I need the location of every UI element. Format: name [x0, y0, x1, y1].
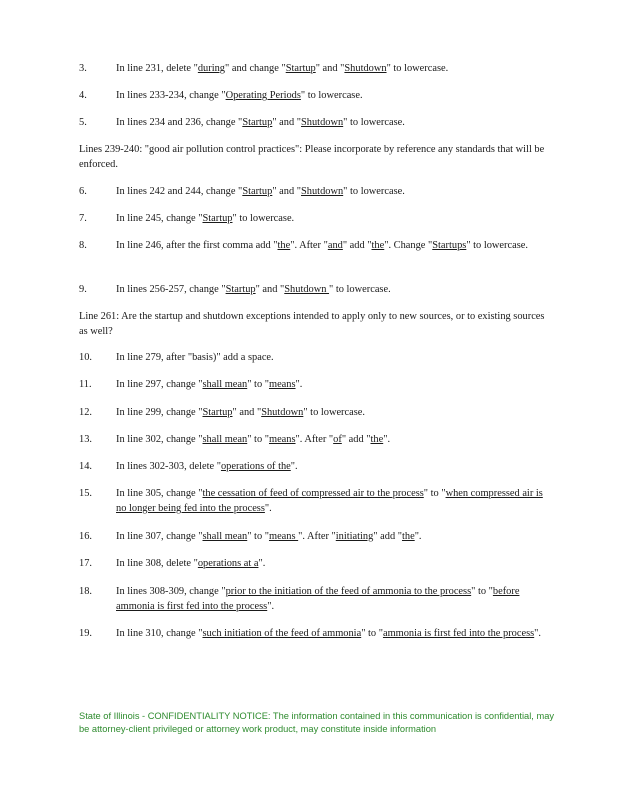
underlined-term: the: [277, 240, 291, 251]
list-item: [79, 88, 549, 103]
list-item: [79, 556, 549, 571]
text-run: " to ": [361, 628, 383, 639]
text-run: In lines 233-234, change ": [116, 90, 226, 101]
list-item: [79, 432, 549, 447]
underlined-term: ammonia is first fed into the process: [382, 628, 535, 639]
text-run: In line 231, delete ": [116, 63, 198, 74]
text-run: ".: [258, 558, 266, 569]
text-run: In line 308, delete ": [116, 558, 198, 569]
item-number: 9.: [79, 284, 87, 295]
underlined-term: before ammonia is first fed into the process: [116, 586, 520, 612]
item-text: [116, 626, 549, 641]
text-run: In line 245, change ": [116, 213, 203, 224]
underlined-term: Operating Periods: [225, 90, 301, 101]
item-number: 17.: [79, 558, 92, 569]
text-run: ".: [534, 628, 542, 639]
item-text: [116, 184, 549, 199]
underlined-term: means: [268, 434, 296, 445]
item-text: [116, 282, 549, 297]
list-item: [79, 211, 549, 226]
item-number: 4.: [79, 90, 87, 101]
list-item: [79, 115, 549, 130]
text-run: " to lowercase.: [343, 186, 405, 197]
item-number: 7.: [79, 213, 87, 224]
list-item: [79, 282, 549, 297]
underlined-term: the: [371, 240, 385, 251]
underlined-term: the: [401, 531, 415, 542]
item-number: 10.: [79, 352, 92, 363]
item-text: [116, 459, 549, 474]
text-run: ".: [267, 601, 275, 612]
item-text: [116, 61, 549, 76]
underlined-term: operations of the: [220, 461, 291, 472]
text-run: " to lowercase.: [300, 90, 363, 101]
underlined-term: Startup: [242, 186, 273, 197]
underlined-term: Startup: [202, 407, 233, 418]
item-number: 6.: [79, 186, 87, 197]
list-item: [79, 61, 549, 76]
text-run: In line 305, change ": [116, 488, 203, 499]
underlined-term: and: [327, 240, 343, 251]
underlined-term: shall mean: [202, 531, 248, 542]
text-run: In lines 302-303, delete ": [116, 461, 221, 472]
underlined-term: means: [268, 379, 296, 390]
text-run: " to ": [423, 488, 446, 499]
text-run: " add ": [342, 240, 372, 251]
text-run: ". After ": [298, 531, 336, 542]
text-run: ".: [264, 503, 272, 514]
list-item: [79, 350, 549, 365]
item-text: [116, 211, 549, 226]
item-text: [116, 88, 549, 103]
underlined-term: Startup: [285, 63, 316, 74]
item-text: [116, 584, 549, 614]
text-run: " to ": [247, 379, 269, 390]
underlined-term: Shutdown: [301, 117, 344, 128]
underlined-term: Startup: [242, 117, 273, 128]
text-run: ".: [414, 531, 422, 542]
item-text: [116, 115, 549, 130]
text-run: ". Change ": [384, 240, 433, 251]
item-number: 12.: [79, 407, 92, 418]
text-run: " to ": [471, 586, 493, 597]
text-run: " add ": [341, 434, 371, 445]
underlined-term: such initiation of the feed of ammonia: [202, 628, 362, 639]
item-number: 16.: [79, 531, 92, 542]
text-run: In line 307, change ": [116, 531, 203, 542]
text-run: " to lowercase.: [466, 240, 528, 251]
item-number: 5.: [79, 117, 87, 128]
underlined-term: Startup: [202, 213, 233, 224]
text-run: " and ": [255, 284, 285, 295]
item-number: 14.: [79, 461, 92, 472]
item-text: [116, 556, 549, 571]
underlined-term: when compressed air is no longer being fed into the process: [116, 488, 543, 514]
item-text: [116, 350, 549, 365]
item-number: 15.: [79, 488, 92, 499]
underlined-term: Shutdown: [284, 284, 330, 295]
text-run: In lines 242 and 244, change ": [116, 186, 243, 197]
text-run: In line 302, change ": [116, 434, 203, 445]
text-run: " to lowercase.: [329, 284, 391, 295]
text-run: " and ": [232, 407, 262, 418]
text-run: In line 297, change ": [116, 379, 203, 390]
underlined-term: Startup: [225, 284, 256, 295]
item-text: [116, 238, 549, 253]
text-run: ".: [290, 461, 298, 472]
item-number: 3.: [79, 63, 87, 74]
confidentiality-notice: State of Illinois - CONFIDENTIALITY NOTICE: The information contained in this communication is confidential, may be attorney-client privileged or attorney work product, may constitute inside information: [79, 711, 555, 734]
comment-note: Line 261: Are the startup and shutdown exceptions intended to apply only to new sources, or to existing sources as well?: [79, 311, 545, 337]
text-run: In line 246, after the first comma add ": [116, 240, 278, 251]
underlined-term: Startups: [432, 240, 467, 251]
text-run: " to lowercase.: [303, 407, 365, 418]
list-item: [79, 405, 549, 420]
underlined-term: of: [333, 434, 342, 445]
text-run: In lines 234 and 236, change ": [116, 117, 243, 128]
underlined-term: Shutdown: [344, 63, 387, 74]
text-run: ".: [383, 434, 391, 445]
list-item: [79, 377, 549, 392]
underlined-term: shall mean: [202, 434, 248, 445]
list-item: [79, 486, 549, 516]
underlined-term: shall mean: [202, 379, 248, 390]
item-text: [116, 486, 549, 516]
text-run: " and ": [272, 117, 302, 128]
text-run: In lines 308-309, change ": [116, 586, 226, 597]
underlined-term: during: [197, 63, 225, 74]
list-item: [79, 584, 549, 614]
text-run: " and ": [272, 186, 302, 197]
list-item: [79, 529, 549, 544]
item-number: 13.: [79, 434, 92, 445]
text-run: In line 310, change ": [116, 628, 203, 639]
text-run: ".: [295, 379, 303, 390]
list-item: [79, 184, 549, 199]
text-run: " and change ": [225, 63, 286, 74]
underlined-term: the: [370, 434, 384, 445]
text-run: " to lowercase.: [232, 213, 295, 224]
comment-note: Lines 239-240: "good air pollution control practices": Please incorporate by reference any standards that will be enforced.: [79, 144, 545, 170]
text-run: ". After ": [290, 240, 328, 251]
list-item: [79, 238, 549, 253]
text-run: " to ": [247, 531, 269, 542]
list-item: [79, 459, 549, 474]
underlined-term: Shutdown: [301, 186, 344, 197]
item-number: 18.: [79, 586, 92, 597]
item-text: [116, 529, 549, 544]
text-run: " to lowercase.: [343, 117, 405, 128]
item-number: 19.: [79, 628, 92, 639]
item-number: 11.: [79, 379, 92, 390]
underlined-term: means: [268, 531, 299, 542]
text-run: In line 279, after "basis)" add a space.: [116, 352, 274, 363]
underlined-term: the cessation of feed of compressed air to the process: [202, 488, 424, 499]
text-run: In lines 256-257, change ": [116, 284, 226, 295]
text-run: " to lowercase.: [386, 63, 449, 74]
underlined-term: operations at a: [197, 558, 259, 569]
underlined-term: initiating: [335, 531, 374, 542]
underlined-term: prior to the initiation of the feed of ammonia to the process: [225, 586, 472, 597]
text-run: " add ": [373, 531, 402, 542]
text-run: In line 299, change ": [116, 407, 203, 418]
underlined-term: Shutdown: [261, 407, 304, 418]
item-text: [116, 405, 549, 420]
item-text: [116, 377, 549, 392]
list-item: [79, 626, 549, 641]
item-number: 8.: [79, 240, 87, 251]
text-run: " to ": [247, 434, 269, 445]
text-run: ". After ": [295, 434, 334, 445]
text-run: " and ": [315, 63, 345, 74]
item-text: [116, 432, 549, 447]
